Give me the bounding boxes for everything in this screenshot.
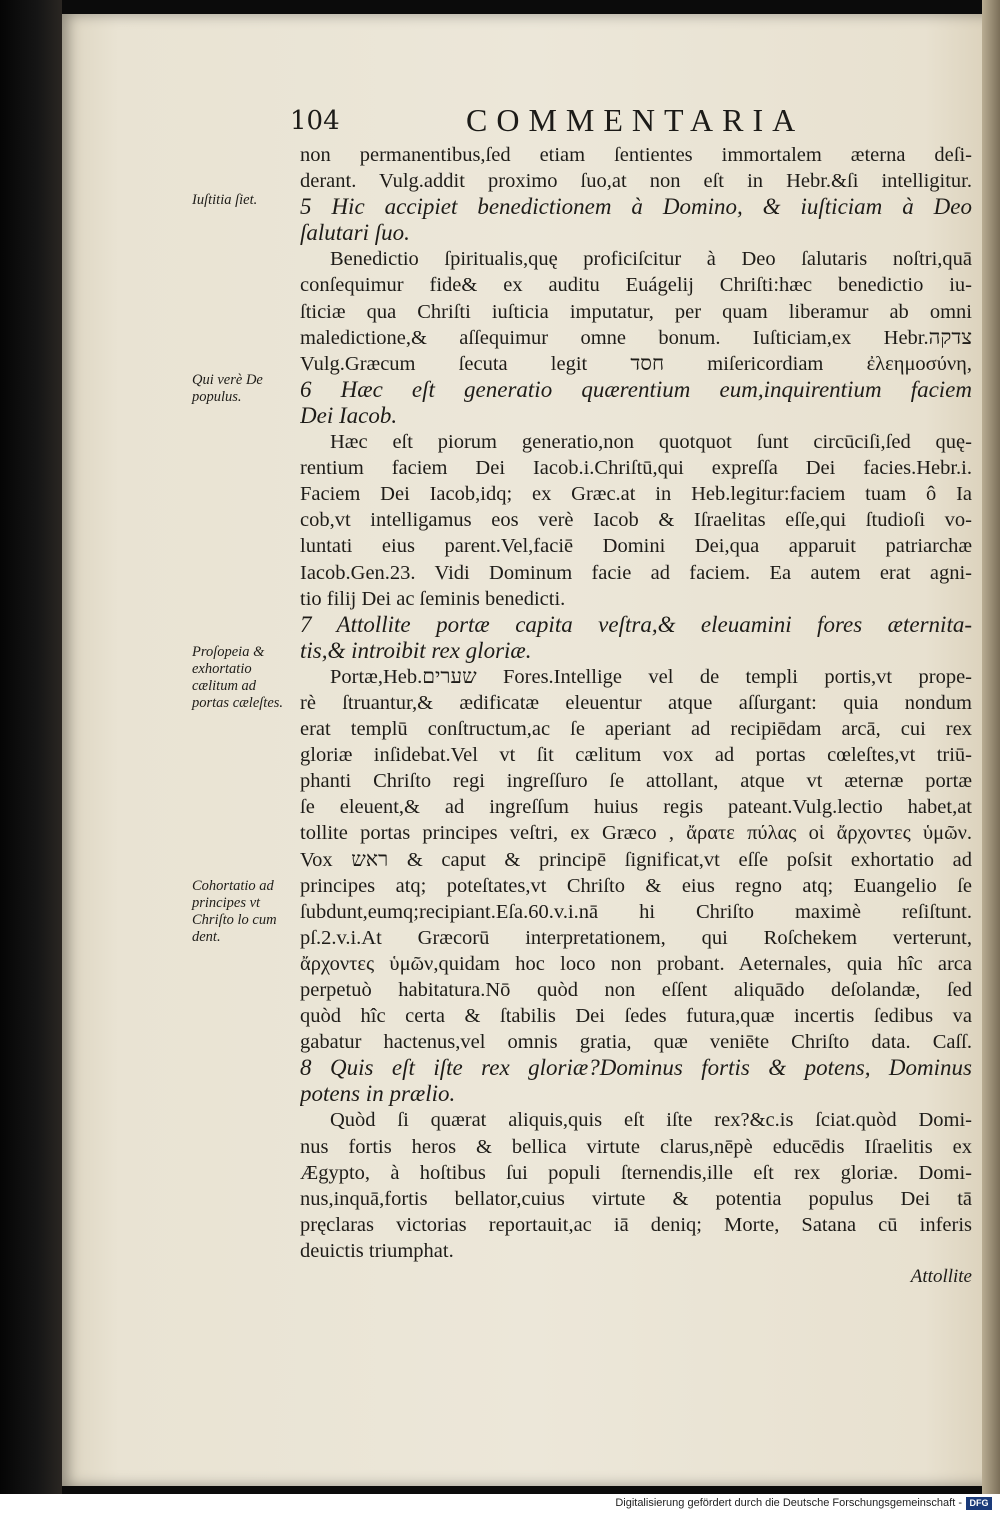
page-header — [62, 102, 1000, 142]
verse-heading: ſalutari ſuo. — [300, 220, 410, 246]
text-line: rentium faciem Dei Iacob.i.Chriſtū,qui expreſſa Dei facies.Hebr.i. — [300, 457, 972, 480]
text-line: Faciem Dei Iacob,idq; ex Græc.at in Heb.legitur:faciem tuam ô Ia — [300, 483, 972, 506]
text-line: ſticiæ qua Chriſti iuſticia imputatur, per quam liberamur ab omni — [300, 300, 972, 323]
dfg-logo: DFG — [966, 1497, 992, 1510]
digitization-footer — [0, 1494, 1000, 1514]
text-line: luntati eius parent.Vel,faciē Domini Dei,qua apparuit patriarchæ — [300, 535, 972, 558]
text-line: ſubdunt,eumq;recipiant.Eſa.60.v.i.nā hi Chriſto maximè reſiſtunt. — [300, 900, 972, 923]
text-line: erat templū conſtructum,ac ſe aperiant ad recipiēdam arcā, cui rex — [300, 718, 972, 741]
verse-heading: 5 Hic accipiet benedictionem à Domino, & iuſticiam à Deo — [300, 194, 972, 220]
text-line: nus,inquā,fortis bellator,cuius virtute & potentia populus Dei tā — [300, 1187, 972, 1210]
text-line: ἄρχοντες ὑμῶν,quidam hoc loco non probant. Aeternales, quia hîc arca — [300, 952, 972, 975]
marginal-note: Iuſtitia ſiet. — [192, 192, 258, 208]
text-line: pſ.2.v.i.At Græcorū interpretationem, qui Roſchekem verterunt, — [300, 926, 972, 949]
catchword: Attollite — [910, 1266, 972, 1288]
verse-heading: 6 Hæc eſt generatio quærentium eum,inquirentium faciem — [300, 376, 972, 402]
verse-heading: 7 Attollite portæ capita veſtra,& eleuamini fores æternita- — [300, 611, 972, 637]
text-line: derant. Vulg.addit proximo ſuo,at non eſt in Hebr.&ſi intelligitur. — [300, 170, 972, 193]
text-line: Hæc eſt piorum generatio,non quotquot ſunt circūciſi,ſed quę- — [330, 431, 972, 454]
marginal-note: Cohortatio ad principes vt Chriſto lo cum dent. — [192, 878, 277, 945]
text-line: pręclaras victorias reportauit,ac iā deniq; Morte, Satana cū inferis — [300, 1213, 972, 1236]
verse-heading: Dei Iacob. — [300, 402, 398, 428]
text-line: Vulg.Græcum ſecuta legit חסד miſericordiam ἐλεημοσύνη, — [300, 352, 972, 375]
marginal-note: Qui verè De populus. — [192, 372, 263, 405]
marginal-note: Proſopeia & exhortatio cælitum ad portas cæleſtes. — [192, 644, 284, 711]
text-line: maledictione,& aſſequimur omne bonum. Iuſticiam,ex Hebr.צדקה — [300, 326, 972, 349]
text-line: nus fortis heros & bellica virtute clarus,nēpè educēdis Iſraelitis ex — [300, 1135, 972, 1158]
verse-heading: tis,& introibit rex gloriæ. — [300, 637, 532, 663]
text-line: quòd hîc certa & ſtabilis Dei ſedes futura,quæ incertis ſedibus va — [300, 1005, 972, 1028]
verse-heading: potens in prælio. — [300, 1081, 456, 1107]
text-line: ſe eleuent,& ad ingreſſum huius regis pateant.Vulg.lectio habet,at — [300, 796, 972, 819]
binding-gutter — [0, 0, 62, 1494]
page-edge-strip — [982, 0, 1000, 1494]
verse-heading: 8 Quis eſt iſte rex gloriæ?Dominus fortis & potens, Dominus — [300, 1055, 972, 1081]
text-line: rè ſtruantur,& ædificatæ eleuentur atque aſſurgant: quia nondum — [300, 691, 972, 714]
text-line: conſequimur fide& ex auditu Euágelij Chriſti:hæc benedictio iu- — [300, 274, 972, 297]
text-line: Portæ,Heb.שערים Fores.Intellige vel de templi portis,vt prope- — [330, 665, 972, 688]
funding-credit: Digitalisierung gefördert durch die Deutsche Forschungsgemeinschaft - — [615, 1497, 962, 1509]
text-line: Ægypto, à hoſtibus ſui populi ſternendis,ille eſt rex gloriæ. Domi- — [300, 1161, 972, 1184]
text-line: cob,vt intelligamus eos verè Iacob & Iſraelitas eſſe,qui ſtudioſi vo- — [300, 509, 972, 532]
text-line: non permanentibus,ſed etiam ſentientes immortalem æterna deſi- — [300, 144, 972, 166]
text-line: Quòd ſi quærat aliquis,quis eſt iſte rex?&c.is ſciat.quòd Domi- — [330, 1109, 972, 1132]
text-line: Iacob.Gen.23. Vidi Dominum facie ad faciem. Ea autem erat agni- — [300, 561, 972, 584]
text-line: Benedictio ſpiritualis,quę proficiſcitur à Deo ſalutaris noſtri,quā — [330, 248, 972, 271]
body-text — [300, 142, 972, 1290]
text-line: perpetuò habitatura.Nō quòd non eſſent aliquādo deſolandæ, ſed — [300, 979, 972, 1001]
text-line: Vox ראש & caput & principē ſignificat,vt eſſe poſsit exhortatio ad — [300, 848, 972, 871]
running-head: COMMENTARIA — [466, 102, 805, 138]
text-line: tio filij Dei ac ſeminis benedicti. — [300, 587, 566, 610]
page-number: 104 — [290, 106, 340, 136]
text-line: tollite portas principes veſtri, ex Græco , ἄρατε πύλας οἱ ἄρχοντες ὑμῶν. — [300, 822, 972, 845]
text-line: principes atq; poteſtates,vt Chriſto & eius regno atq; Euangelio ſe — [300, 874, 972, 897]
text-line: gabatur hactenus,vel omnis gratia, quæ veniēte Chriſto data. Caſſ. — [300, 1031, 972, 1054]
book-page — [62, 14, 1000, 1486]
text-line: gloriæ inſidebat.Vel vt ſit cælitum vox ad portas cœleſtes,vt triū- — [300, 744, 972, 767]
text-line: deuictis triumphat. — [300, 1239, 454, 1262]
text-line: phanti Chriſto regi ingreſſuro ſe attollant, atque vt æternæ portæ — [300, 770, 972, 793]
